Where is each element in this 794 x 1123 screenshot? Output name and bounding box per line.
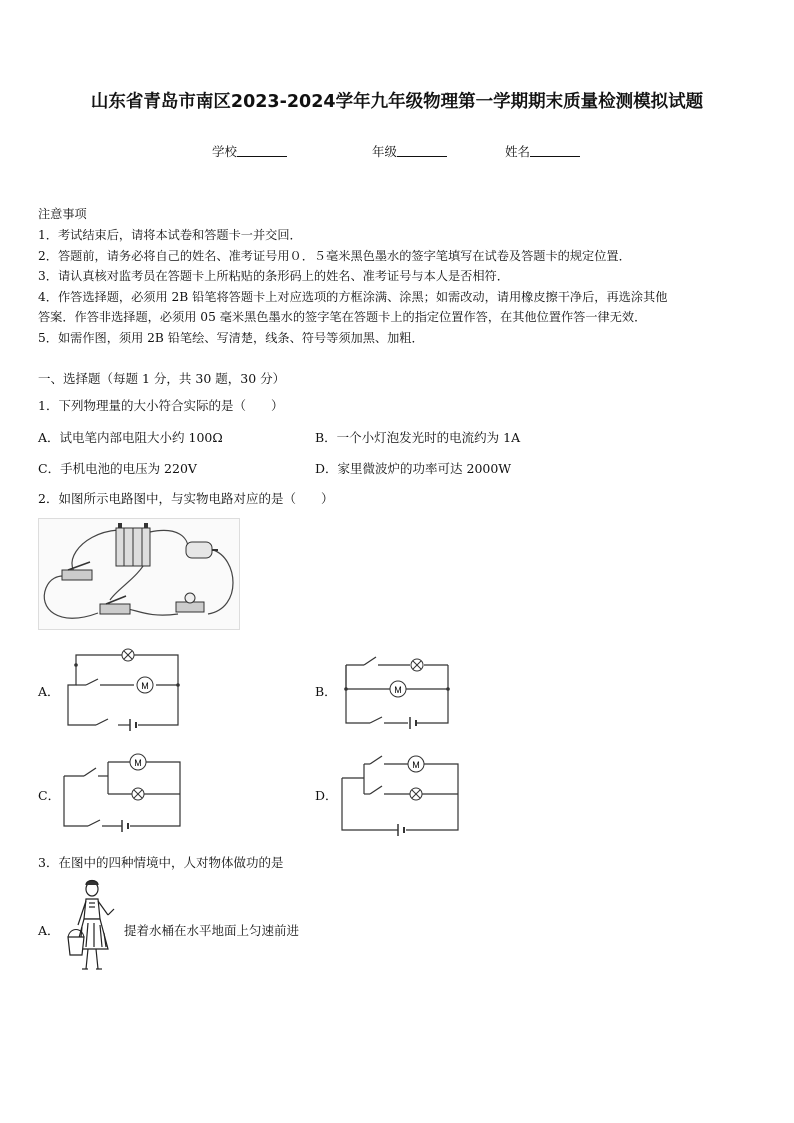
battery-symbol-icon [398,824,404,836]
motor-symbol-icon [408,756,424,772]
circuit-b-diagram[interactable] [336,645,460,733]
school-blank[interactable] [237,144,287,157]
real-circuit-figure [38,518,240,630]
name-field[interactable] [505,142,580,160]
section-heading: 一、选择题（每题 1 分，共 30 题，30 分） [38,371,286,386]
note-item: 3．请认真核对监考员在答题卡上所粘贴的条形码上的姓名、准考证号与本人是否相符． [38,269,509,283]
motor-symbol-icon [130,754,146,770]
q1-option-d[interactable]: D．家里微波炉的功率可达 2000W [315,461,512,476]
name-blank[interactable] [530,144,580,157]
grade-blank[interactable] [397,144,447,157]
q3-option-a-text: 提着水桶在水平地面上匀速前进 [124,923,300,938]
q3-option-a-label[interactable]: A． [38,923,60,938]
q2-option-a-label[interactable]: A． [38,684,60,699]
grade-label: 年级 [372,144,398,159]
q1-option-c[interactable]: C．手机电池的电压为 220V [38,461,197,476]
motor-symbol-text: M [134,758,142,768]
motor-symbol-text: M [141,681,149,691]
battery-symbol-icon [130,719,136,731]
motor-symbol-icon [137,677,153,693]
lamp-icon [132,788,144,800]
q2-option-d-label[interactable]: D． [315,788,338,803]
q1-option-b[interactable]: B．一个小灯泡发光时的电流约为 1A [315,430,521,445]
motor-symbol-icon [390,681,406,697]
circuit-d-diagram[interactable] [336,748,464,836]
question-1-stem: 1．下列物理量的大小符合实际的是（ ） [38,398,284,413]
page-title: 山东省青岛市南区2023-2024学年九年级物理第一学期期末质量检测模拟试题 [90,92,704,112]
name-label: 姓名 [505,144,531,159]
note-item: 1．考试结束后，请将本试卷和答题卡一并交回． [38,228,302,242]
q1-option-a[interactable]: A．试电笔内部电阻大小约 100Ω [38,430,223,445]
grade-field[interactable] [372,142,447,160]
note-item: 4．作答选择题，必须用 2B 铅笔将答题卡上对应选项的方框涂满、涂黑；如需改动，请用橡皮擦干净后，再选涂其他 [38,290,668,304]
circuit-a-diagram[interactable] [58,645,186,733]
motor-symbol-text: M [394,685,402,695]
note-item: 2．答题前，请务必将自己的姓名、准考证号用０．５毫米黑色墨水的签字笔填写在试卷及答题卡的规定位置． [38,249,631,263]
school-label: 学校 [212,144,238,159]
question-2-stem: 2．如图所示电路图中，与实物电路对应的是（ ） [38,491,334,506]
question-3-stem: 3．在图中的四种情境中，人对物体做功的是 [38,855,284,870]
note-item: 5．如需作图，须用 2B 铅笔绘、写清楚，线条、符号等须加黑、加粗． [38,331,424,345]
circuit-c-diagram[interactable] [58,748,186,834]
q2-option-c-label[interactable]: C． [38,788,61,803]
lamp-icon [411,659,423,671]
school-field[interactable] [212,142,287,160]
battery-symbol-icon [122,820,128,832]
motor-symbol-text: M [412,760,420,770]
note-item: 答案．作答非选择题，必须用 05 毫米黑色墨水的签字笔在答题卡上的指定位置作答，在其他位置作答一律无效． [38,310,647,324]
lamp-icon [122,649,134,661]
q2-option-b-label[interactable]: B． [315,684,337,699]
lamp-icon [410,788,422,800]
notes-heading: 注意事项 [38,207,87,221]
battery-symbol-icon [410,717,416,729]
woman-carrying-bucket-figure [64,879,120,975]
battery-pack-icon [116,523,150,566]
